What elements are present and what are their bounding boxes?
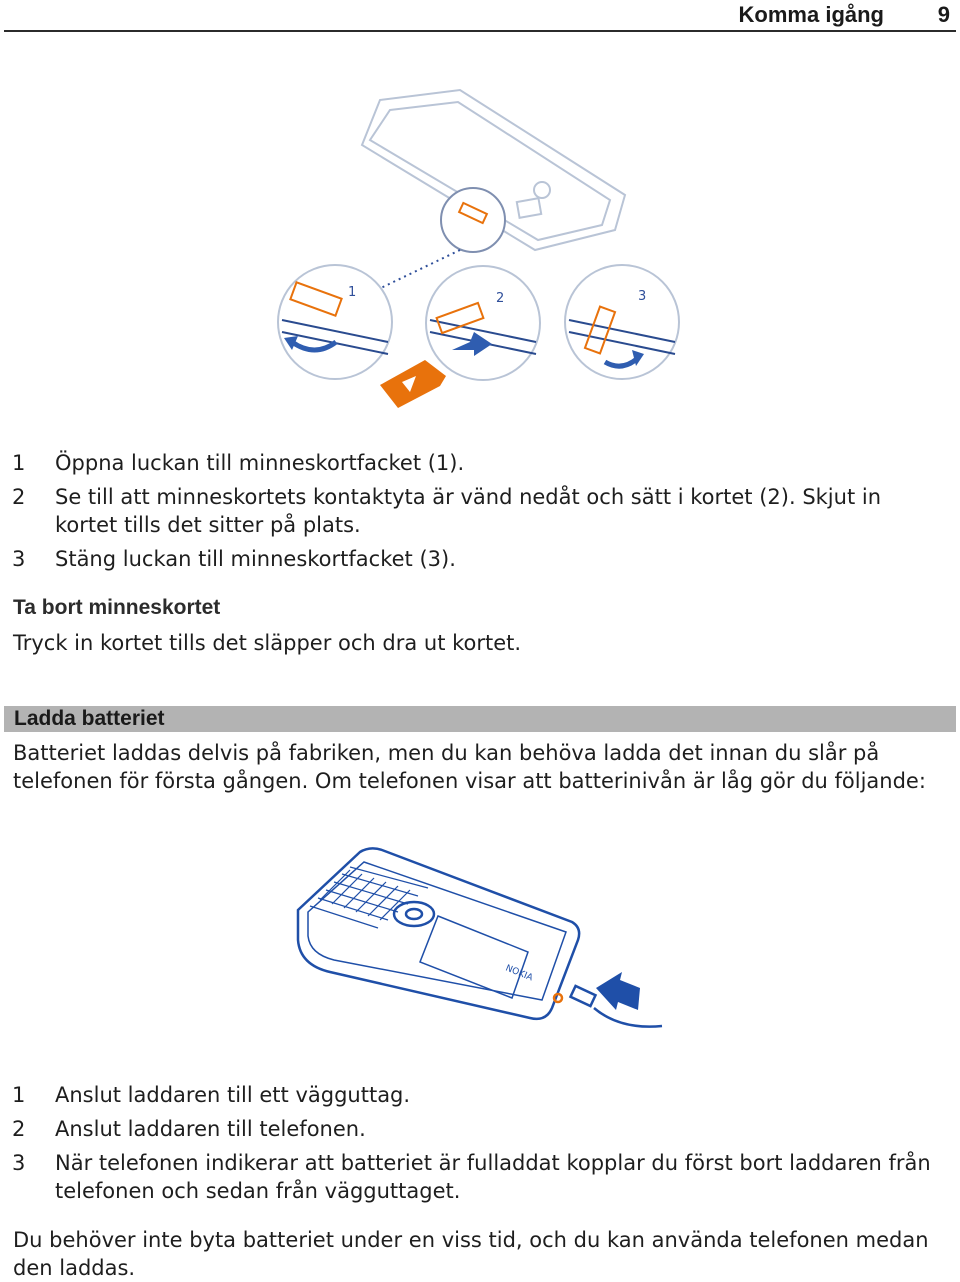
step-number: 3: [12, 547, 26, 571]
step-number: 2: [12, 485, 26, 509]
step3-circle: [565, 265, 679, 379]
callout-1: 1: [348, 285, 357, 300]
step-text: Anslut laddaren till ett vägguttag.: [55, 1083, 411, 1107]
charging-steps: [12, 1081, 942, 1211]
phone-body: [298, 848, 579, 1018]
list-item: [12, 1149, 942, 1205]
memory-card-illustration: [270, 80, 690, 410]
list-item: [12, 449, 942, 477]
step-text: Stäng luckan till minneskortfacket (3).: [55, 547, 456, 571]
callout-2: 2: [496, 291, 505, 306]
remove-card-heading: Ta bort minneskortet: [13, 596, 221, 619]
phone-charging-illustration: [290, 840, 670, 1040]
step-number: 1: [12, 451, 26, 475]
step-text: Öppna luckan till minneskortfacket (1).: [55, 451, 465, 475]
zoom-circle: [441, 188, 505, 252]
list-item: [12, 545, 942, 573]
phone-brand: NOKIA: [503, 963, 535, 984]
page-number: 9: [937, 2, 950, 27]
section-heading: Ladda batteriet: [14, 707, 165, 730]
step-text: När telefonen indikerar att batteriet är fulladdat kopplar du först bort laddaren från telefonen och sedan från vägguttaget.: [55, 1151, 931, 1203]
chapter-title: Komma igång: [738, 2, 884, 27]
navigation-key: [394, 902, 434, 926]
callout-3: 3: [638, 289, 647, 304]
footer-note: Du behöver inte byta batteriet under en viss tid, och du kan använda telefonen medan den laddas.: [13, 1228, 929, 1280]
step-number: 1: [12, 1083, 26, 1107]
step-number: 2: [12, 1117, 26, 1141]
memory-card-icon: [380, 360, 446, 408]
phone-screen: [420, 916, 528, 998]
list-item: [12, 1115, 942, 1143]
list-item: [12, 483, 942, 539]
step-text: Anslut laddaren till telefonen.: [55, 1117, 366, 1141]
step1-circle: [278, 265, 392, 379]
step2-circle: [426, 266, 540, 380]
step-number: 3: [12, 1151, 26, 1175]
insert-arrow: [596, 972, 640, 1010]
step-text: Se till att minneskortets kontaktyta är vänd nedåt och sätt i kortet (2). Skjut in kortet tills det sitter på plats.: [55, 485, 882, 537]
section-header-bar: [4, 706, 956, 732]
page-header: [4, 0, 956, 32]
memory-card-steps: [12, 449, 942, 579]
charging-port: [554, 994, 562, 1002]
remove-card-text: Tryck in kortet tills det släpper och dra ut kortet.: [13, 631, 522, 655]
charge-intro: Batteriet laddas delvis på fabriken, men du kan behöva ladda det innan du slår på telefonen för första gången. Om telefonen visar att batterinivån är låg gör du följande:: [13, 741, 926, 793]
list-item: [12, 1081, 942, 1109]
